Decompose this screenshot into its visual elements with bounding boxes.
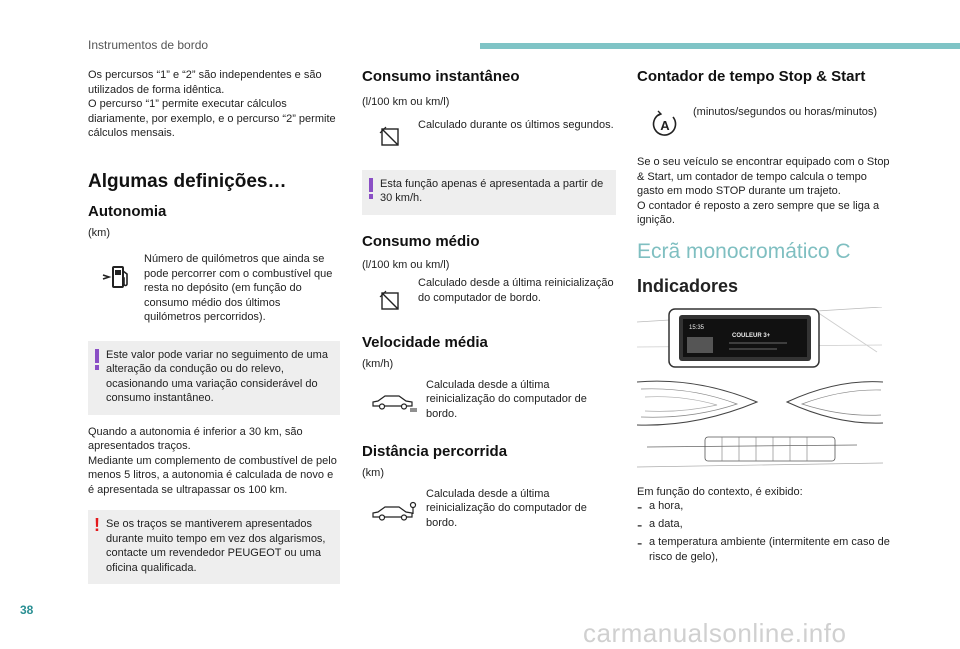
dashboard-drawing bbox=[637, 307, 883, 477]
list-item: - a temperatura ambiente (intermitente em caso de risco de gelo), bbox=[637, 535, 890, 563]
consumo-medio-unit: (l/100 km ou km/l) bbox=[362, 258, 450, 271]
warning-icon: ! bbox=[94, 515, 100, 535]
stop-start-unit: (minutos/segundos ou horas/minutos) bbox=[693, 106, 878, 118]
section-header: Instrumentos de bordo bbox=[88, 38, 209, 52]
screen-time: 15:35 bbox=[689, 324, 705, 331]
page-number: 38 bbox=[20, 603, 34, 617]
velocidade-media-title: Velocidade média bbox=[362, 334, 488, 351]
distancia-percorrida-title: Distância percorrida bbox=[362, 443, 508, 460]
list-intro: Em função do contexto, é exibido: bbox=[637, 485, 803, 498]
warning-note bbox=[88, 510, 340, 584]
autonomia-title: Autonomia bbox=[88, 202, 167, 220]
intro-paragraph-1: Os percursos “1” e “2” são independentes e são utilizados de forma idêntica. bbox=[88, 69, 322, 96]
consumption-icon bbox=[379, 290, 401, 312]
stop-start-letter: A bbox=[660, 118, 670, 133]
autonomia-row bbox=[88, 252, 340, 325]
consumo-medio-title: Consumo médio bbox=[362, 232, 480, 250]
column-1 bbox=[88, 62, 340, 584]
header-rule bbox=[480, 43, 960, 49]
consumo-medio-row bbox=[362, 276, 616, 312]
velocidade-media-unit: (km/h) bbox=[362, 358, 394, 370]
consumo-note bbox=[362, 170, 616, 215]
stop-start-title: Contador de tempo Stop & Start bbox=[637, 68, 866, 85]
stop-start-paragraph-2: O contador é reposto a zero sempre que se liga a ignição. bbox=[637, 199, 880, 226]
list-item: - a hora, bbox=[637, 499, 684, 516]
consumo-medio-text: Calculado desde a última reinicialização do computador de bordo. bbox=[418, 277, 614, 304]
info-icon bbox=[95, 349, 99, 363]
car-distance-icon bbox=[370, 501, 418, 523]
consumo-instantaneo-unit: (l/100 km ou km/l) bbox=[362, 96, 450, 108]
low-range-paragraph-1: Quando a autonomia é inferior a 30 km, são apresentados traços. bbox=[88, 425, 303, 452]
car-speed-icon bbox=[370, 392, 418, 412]
distancia-percorrida-unit: (km) bbox=[362, 467, 384, 479]
indicadores-title: Indicadores bbox=[637, 275, 739, 296]
definitions-title: Algumas definições… bbox=[88, 170, 287, 192]
stop-start-paragraph-1: Se o seu veículo se encontrar equipado com o Stop & Start, um contador de tempo calcula o tempo gasto em modo STOP durante um trajeto. bbox=[637, 156, 890, 197]
velocidade-media-text: Calculada desde a última reinicialização do computador de bordo. bbox=[426, 378, 587, 420]
consumo-note-text: Esta função apenas é apresentada a partir de 30 km/h. bbox=[380, 177, 604, 204]
autonomia-unit: (km) bbox=[88, 226, 110, 239]
stop-start-row bbox=[637, 105, 893, 139]
stop-start-icon bbox=[650, 109, 680, 139]
section-title-mono: Ecrã monocromático C bbox=[637, 239, 851, 263]
screen-brand: COULEUR 3+ bbox=[732, 332, 771, 339]
watermark: carmanualsonline.info bbox=[583, 618, 847, 648]
velocidade-media-row bbox=[362, 378, 616, 422]
intro-paragraph-2: O percurso “1” permite executar cálculos diariamente, por exemplo, e o percurso “2” permite cálculos mensais. bbox=[88, 98, 336, 139]
low-range-paragraph-2: Mediante um complemento de combustível de pelo menos 5 litros, a autonomia é calculada de novo e é apresentada se ultrapassar os 100 km. bbox=[88, 454, 337, 496]
column-2 bbox=[362, 62, 616, 530]
distancia-percorrida-text: Calculada desde a última reinicialização do computador de bordo. bbox=[426, 487, 587, 529]
info-note bbox=[88, 341, 340, 415]
consumo-instantaneo-row bbox=[362, 118, 616, 148]
info-note-text: Este valor pode variar no seguimento de uma alteração da condução ou do relevo, ocasionando uma variação considerável do consumo instantâneo. bbox=[106, 348, 328, 404]
list-item: - a data, bbox=[637, 517, 683, 534]
distancia-percorrida-row bbox=[362, 487, 616, 531]
dashboard-illustration bbox=[637, 307, 883, 477]
consumption-icon bbox=[379, 126, 401, 148]
column-3 bbox=[637, 62, 893, 564]
warning-note-text: Se os traços se mantiverem apresentados durante muito tempo em vez dos algarismos, contacte um revendedor PEUGEOT ou uma oficina qualificada. bbox=[106, 518, 326, 574]
consumo-instantaneo-text: Calculado durante os últimos segundos. bbox=[418, 118, 614, 131]
fuel-pump-icon bbox=[101, 262, 131, 292]
info-icon bbox=[369, 178, 373, 192]
autonomia-text: Número de quilómetros que ainda se pode percorrer com o combustível que resta no depósito (em função do consumo médio dos últimos quilómetros percorridos). bbox=[144, 253, 333, 323]
consumo-instantaneo-title: Consumo instantâneo bbox=[362, 68, 520, 85]
